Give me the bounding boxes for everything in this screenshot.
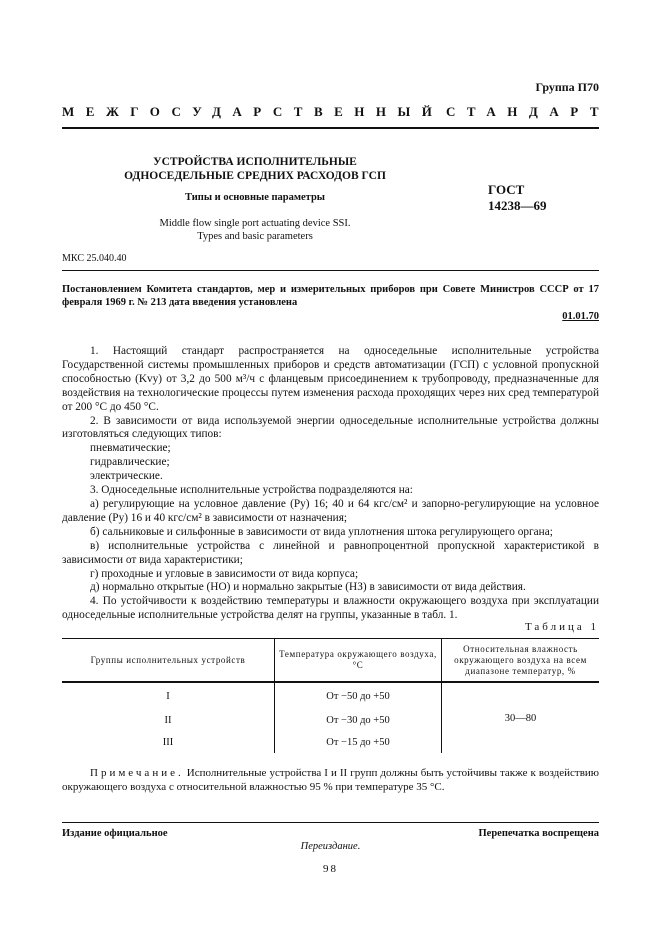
official-edition: Издание официальное (62, 828, 168, 839)
english-title-line-2: Types and basic parameters (197, 231, 313, 242)
note-text: Исполнительные устройства I и II групп должны быть устойчивы также к воздействию окружающего воздуха с относительной влажностью 95 % при температуре 35 °С. (62, 767, 599, 793)
footer (62, 828, 599, 839)
english-title (100, 217, 410, 243)
list-item: электрические. (90, 470, 163, 483)
column-header-temperature: Температура окружающего воздуха, °С (275, 639, 442, 683)
document-title (100, 155, 410, 183)
paragraph-2: 2. В зависимости от вида используемой энергии односедельные исполнительные устройства должны изготовляться следующих типов: (62, 414, 599, 441)
gost-label: ГОСТ (488, 182, 525, 197)
cell-group: III (162, 736, 174, 748)
cell-temperature: От −15 до +50 (275, 731, 442, 753)
table-note (62, 766, 599, 794)
document-subtitle: Типы и основные параметры (184, 192, 326, 203)
cell-group: I (166, 690, 170, 702)
effective-date: 01.01.70 (562, 311, 599, 322)
paragraph-4: 4. По устойчивости к воздействию температуры и влажности окружающего воздуха при эксплуатации односедельные исполнительные устройства делят на группы, указанные в табл. 1. (62, 595, 599, 622)
gost-designation (488, 182, 547, 214)
list-item: г) проходные и угловые в зависимости от вида корпуса; (90, 567, 359, 580)
list-item: гидравлические; (90, 456, 170, 469)
divider (62, 270, 599, 271)
group-code: Группа П70 (535, 80, 599, 94)
table-row (62, 682, 599, 709)
column-header-groups: Группы исполнительных устройств (62, 639, 275, 683)
mks-code: МКС 25.040.40 (62, 253, 127, 264)
decree-text: Постановлением Комитета стандартов, мер и измерительных приборов при Совете Министров СССР от 17 февраля 1969 г. № 213 дата введения установлена (62, 284, 599, 308)
cell-group: II (164, 714, 172, 726)
cell-temperature: От −50 до +50 (275, 682, 442, 709)
reissue-note: Переиздание. (300, 841, 361, 852)
english-title-line-1: Middle flow single port actuating device SSI. (159, 218, 351, 229)
header-rule (62, 127, 599, 129)
list-item: в) исполнительные устройства с линейной и равнопроцентной пропускной характеристикой в зависимости от вида характеристики; (62, 539, 599, 566)
groups-table (62, 638, 599, 753)
gost-number: 14238—69 (488, 198, 547, 213)
banner-left: МЕЖГОСУДАРСТВЕННЫЙ (62, 104, 444, 119)
cell-temperature: От −30 до +50 (275, 709, 442, 731)
title-line-1: УСТРОЙСТВА ИСПОЛНИТЕЛЬНЫЕ (153, 156, 357, 168)
list-item: д) нормально открытые (НО) и нормально закрытые (НЗ) в зависимости от вида действия. (90, 581, 526, 594)
footer-rule (62, 822, 599, 823)
paragraph-1: 1. Настоящий стандарт распространяется на односедельные исполнительные устройства Государственной системы промышленных приборов и средств автоматизации (ГСП) с условной пропускной способностью (Kvy) от 3,2 до 500 м³/ч с фланцевым присоединением к трубопроводу, предназначенные для воздействия на технологические процессы путем изменения расхода проходящих через них сред температурой от 200 °С до 450 °С. (62, 345, 599, 413)
list-item: а) регулирующие на условное давление (Py) 16; 40 и 64 кгс/см² и запорно-регулирующие на условное давление (Py) 16 и 40 кгс/см² в зависимости от назначения; (62, 497, 599, 524)
table-caption: Таблица 1 (524, 621, 599, 633)
page-number: 98 (323, 863, 338, 875)
paragraph-3: 3. Односедельные исполнительные устройства подразделяются на: (90, 484, 413, 497)
list-item: б) сальниковые и сильфонные в зависимости от вида уплотнения штока регулирующего органа; (90, 525, 553, 538)
note-label: Примечание. (90, 767, 184, 779)
standard-banner (62, 104, 610, 120)
cell-humidity: 30—80 (442, 682, 600, 753)
title-line-2: ОДНОСЕДЕЛЬНЫЕ СРЕДНИХ РАСХОДОВ ГСП (124, 170, 386, 182)
body-text (62, 345, 599, 623)
reprint-notice: Перепечатка воспрещена (478, 828, 599, 839)
banner-right: СТАНДАРТ (445, 104, 610, 119)
list-item: пневматические; (90, 442, 171, 455)
column-header-humidity: Относительная влажность окружающего воздуха на всем диапазоне температур, % (442, 639, 600, 683)
